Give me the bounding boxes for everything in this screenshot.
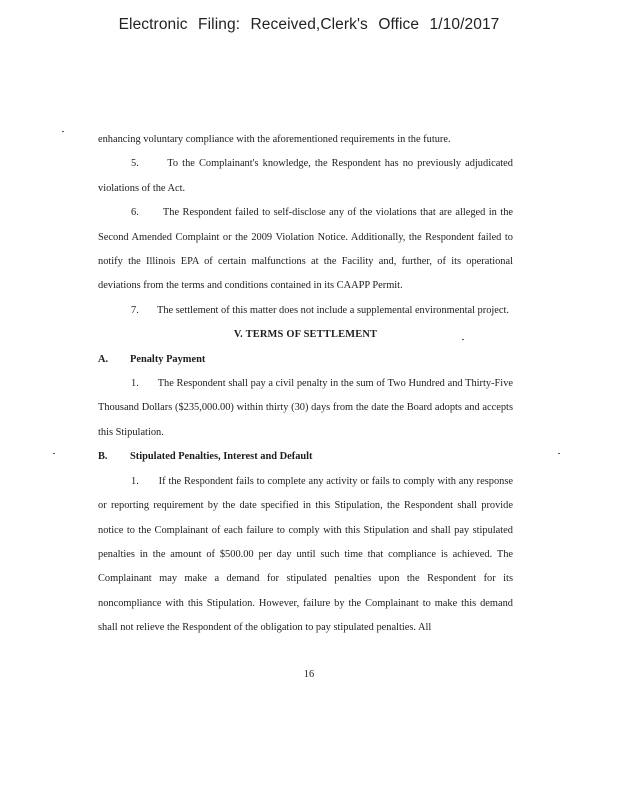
paragraph-6: 6. The Respondent failed to self-disclose any of the violations that are alleged in the Second Amended Complaint or the 2009 Violation Notice. Additionally, the Respondent failed to notify the Illinois EPA of certain malfunctions at the Facility and, further, of its operational deviations from the terms and conditions contained in its CAAPP Permit. [98,207,513,292]
subsection-letter: B. [98,451,108,463]
subsection-title: Penalty Payment [130,353,206,365]
paragraph-b1: 1. If the Respondent fails to complete any activity or fails to comply with any response or reporting requirement by the date specified in this Stipulation, the Respondent shall provide notice to the Complainant of each failure to comply with this Stipulation and shall pay stipulated penalties in the amount of $500.00 per day until such time that compliance is achieved. The Complainant may make a demand for stipulated penalties upon the Respondent for its noncompliance with this Stipulation. However, failure by the Complainant to make this demand shall not relieve the Respondent of the obligation to pay stipulated penalties. All [98,475,513,634]
scan-speck [53,453,55,454]
subsection-letter: A. [98,353,109,365]
filing-stamp-header: Electronic Filing: Received,Clerk's Office 1/10/2017 [118,16,500,33]
paragraph-a1: 1. The Respondent shall pay a civil penalty in the sum of Two Hundred and Thirty-Five Thousand Dollars ($235,000.00) within thirty (30) days from the date the Board adopts and accepts this Stipulation. [98,378,513,438]
scan-speck [558,453,560,454]
document-body [98,128,513,641]
section-heading: V. TERMS OF SETTLEMENT [233,329,378,341]
paragraph-continuation: enhancing voluntary compliance with the aforementioned requirements in the future. [98,134,451,145]
subsection-title: Stipulated Penalties, Interest and Default [130,451,313,463]
subsection-heading-a [98,348,513,372]
page-number: 16 [303,669,315,680]
subsection-heading-b [98,445,513,469]
scan-speck [62,131,64,132]
paragraph-7: 7. The settlement of this matter does not include a supplemental environmental project. [131,304,509,316]
paragraph-5: 5. To the Complainant's knowledge, the Respondent has no previously adjudicated violations of the Act. [98,158,513,194]
